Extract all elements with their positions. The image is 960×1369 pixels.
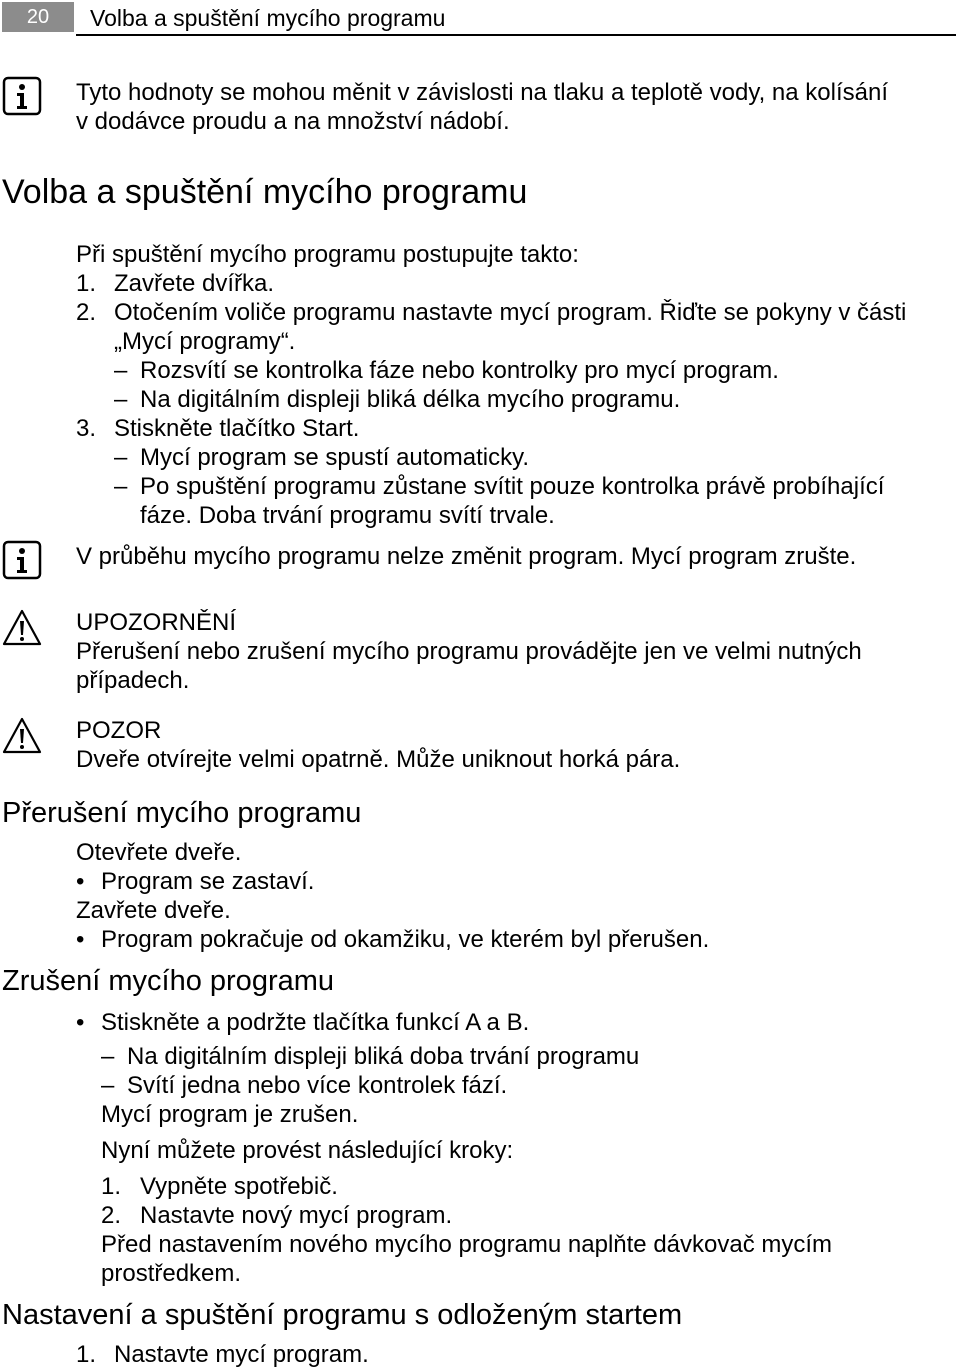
body-text: Zavřete dveře. <box>76 897 231 924</box>
dash-marker: – <box>114 386 128 413</box>
sub-item-text: Na digitálním displeji bliká doba trvání programu <box>127 1043 640 1070</box>
warning-text: případech. <box>76 667 190 694</box>
step-number: 2. <box>76 299 97 326</box>
bullet-text: Program pokračuje od okamžiku, ve kterém byl přerušen. <box>101 926 710 953</box>
warning-triangle-icon <box>2 716 42 756</box>
step-number: 1. <box>101 1173 122 1200</box>
dash-marker: – <box>101 1072 115 1099</box>
step-text: Zavřete dvířka. <box>114 270 275 297</box>
body-text: Otevřete dveře. <box>76 839 242 866</box>
bullet-marker: • <box>76 1009 85 1036</box>
bullet-marker: • <box>76 868 85 895</box>
info-text: V průběhu mycího programu nelze změnit program. Mycí program zrušte. <box>76 543 857 570</box>
body-text: Nyní můžete provést následující kroky: <box>101 1137 514 1164</box>
caution-title: POZOR <box>76 717 162 744</box>
section-title-select-start: Volba a spuštění mycího programu <box>2 173 528 211</box>
section-title-delay-start: Nastavení a spuštění programu s odloženým startem <box>2 1299 683 1331</box>
info-icon <box>2 540 42 580</box>
step-text: Nastavte mycí program. <box>114 1341 369 1368</box>
dash-marker: – <box>101 1043 115 1070</box>
header-divider <box>76 34 956 36</box>
header-title: Volba a spuštění mycího programu <box>90 5 446 31</box>
bullet-text: Stiskněte a podržte tlačítka funkcí A a B. <box>101 1009 530 1036</box>
step-number: 2. <box>101 1202 122 1229</box>
step-text: Nastavte nový mycí program. <box>140 1202 453 1229</box>
info-text-line-1: Tyto hodnoty se mohou měnit v závislosti na tlaku a teplotě vody, na kolísání <box>76 79 889 106</box>
step-number: 1. <box>76 1341 97 1368</box>
body-text: Před nastavením nového mycího programu naplňte dávkovač mycím <box>101 1231 833 1258</box>
warning-text: Přerušení nebo zrušení mycího programu provádějte jen ve velmi nutných <box>76 638 862 665</box>
body-text: Mycí program je zrušen. <box>101 1101 359 1128</box>
step-text: Stiskněte tlačítko Start. <box>114 415 360 442</box>
dash-marker: – <box>114 444 128 471</box>
warning-triangle-icon <box>2 608 42 648</box>
sub-item-text: Na digitálním displeji bliká délka mycího programu. <box>140 386 681 413</box>
body-text: prostředkem. <box>101 1260 242 1287</box>
dash-marker: – <box>114 357 128 384</box>
caution-text: Dveře otvírejte velmi opatrně. Může uniknout horká pára. <box>76 746 681 773</box>
bullet-marker: • <box>76 926 85 953</box>
step-number: 3. <box>76 415 97 442</box>
section-title-cancel: Zrušení mycího programu <box>2 965 335 997</box>
bullet-text: Program se zastaví. <box>101 868 315 895</box>
sub-item-text: Svítí jedna nebo více kontrolek fází. <box>127 1072 508 1099</box>
info-text-line-2: v dodávce proudu a na množství nádobí. <box>76 108 510 135</box>
sub-item-text: Po spuštění programu zůstane svítit pouze kontrolka právě probíhající <box>140 473 885 500</box>
step-text: „Mycí programy“. <box>114 328 296 355</box>
sub-item-text: Mycí program se spustí automaticky. <box>140 444 530 471</box>
step-number: 1. <box>76 270 97 297</box>
dash-marker: – <box>114 473 128 500</box>
page-header <box>0 0 960 36</box>
section-title-interrupt: Přerušení mycího programu <box>2 797 362 829</box>
sub-item-text: Rozsvítí se kontrolka fáze nebo kontrolky pro mycí program. <box>140 357 779 384</box>
sub-item-text: fáze. Doba trvání programu svítí trvale. <box>140 502 555 529</box>
page-number: 20 <box>2 2 74 32</box>
info-icon <box>2 76 42 116</box>
step-text: Vypněte spotřebič. <box>140 1173 338 1200</box>
intro-text: Při spuštění mycího programu postupujte takto: <box>76 241 579 268</box>
warning-title: UPOZORNĚNÍ <box>76 609 237 636</box>
step-text: Otočením voliče programu nastavte mycí program. Řiďte se pokyny v části <box>114 299 907 326</box>
